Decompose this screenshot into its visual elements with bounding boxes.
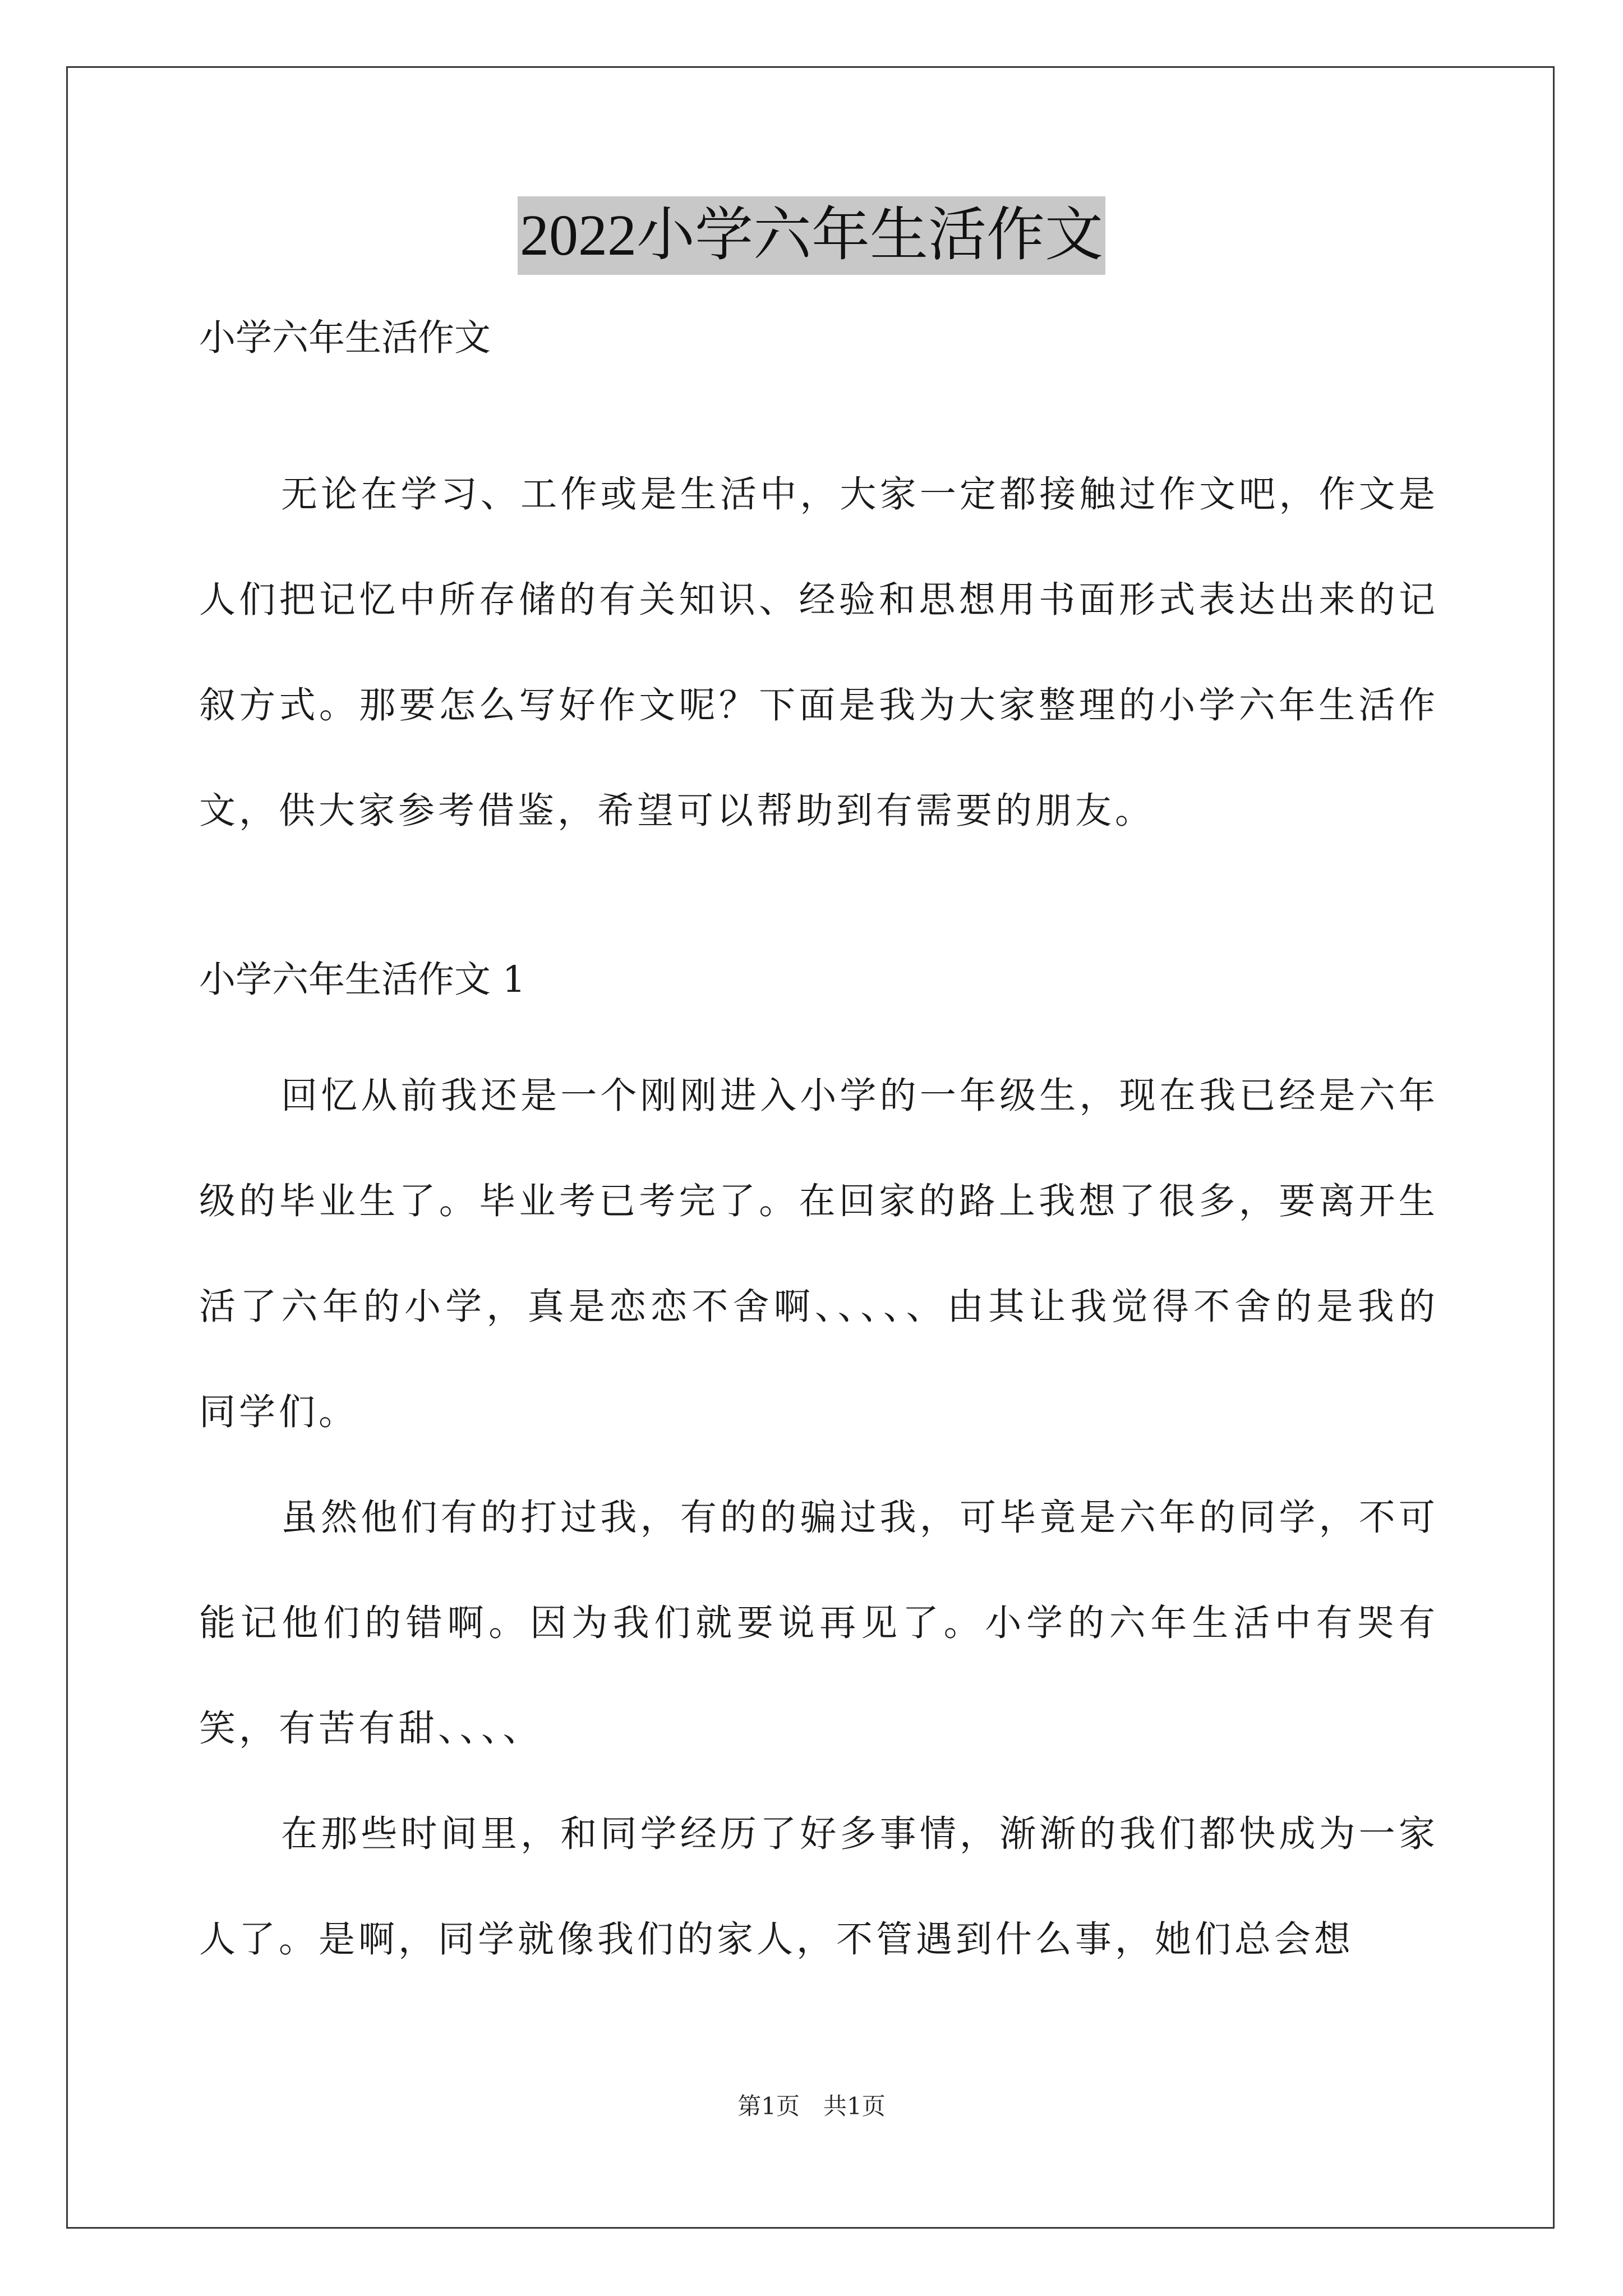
document-title [0, 196, 1623, 275]
body-paragraph-1: 回忆从前我还是一个刚刚进入小学的一年级生，现在我已经是六年级的毕业生了。毕业考已考完了。在回家的路上我想了很多，要离开生活了六年的小学，真是恋恋不舍啊、、、、、由其让我觉得不舍的是我的同学们。 [199, 1075, 1438, 1433]
document-subtitle: 小学六年生活作文 [199, 317, 491, 359]
body-paragraph-2: 虽然他们有的打过我，有的的骗过我，可毕竟是六年的同学，不可能记他们的错啊。因为我们就要说再见了。小学的六年生活中有哭有笑，有苦有甜、、、、 [199, 1497, 1438, 1750]
body-paragraph-3: 在那些时间里，和同学经历了好多事情，渐渐的我们都快成为一家人了。是啊，同学就像我们的家人，不管遇到什么事，她们总会想 [199, 1813, 1438, 1961]
document-title-text: 2022小学六年生活作文 [518, 196, 1105, 275]
intro-paragraph: 无论在学习、工作或是生活中，大家一定都接触过作文吧，作文是人们把记忆中所存储的有关知识、经验和思想用书面形式表达出来的记叙方式。那要怎么写好作文呢？下面是我为大家整理的小学六年生活作文，供大家参考借鉴，希望可以帮助到有需要的朋友。 [199, 473, 1438, 832]
section-heading: 小学六年生活作文 1 [199, 959, 526, 1001]
page-number: 第1页 共1页 [737, 2092, 886, 2120]
